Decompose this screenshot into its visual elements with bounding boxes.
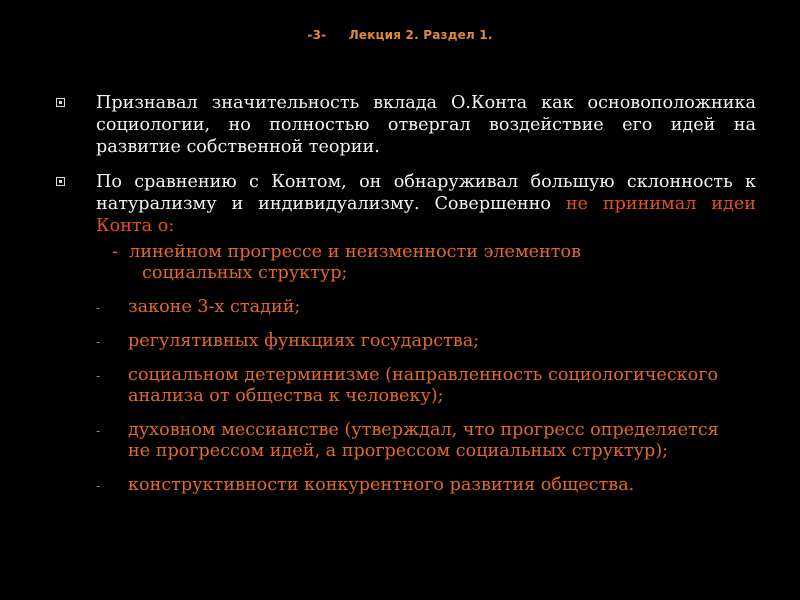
sub-item-text: регулятивных функциях государства;: [128, 331, 480, 351]
dash-marker: -: [96, 301, 101, 315]
dash-marker: -: [96, 369, 101, 383]
sub-list-item: [96, 365, 736, 407]
dash-marker: -: [112, 242, 118, 262]
slide-header: [0, 28, 800, 42]
bullet-item: [56, 92, 756, 158]
dash-marker: -: [96, 424, 101, 438]
page-number: -3-: [307, 28, 327, 42]
sub-item-text: социальном детерминизме (направленность социологического анализа от общества к человеку);: [128, 365, 719, 406]
sub-list: [96, 242, 736, 496]
sub-list-item: [96, 475, 736, 496]
dash-marker: -: [96, 479, 101, 493]
bullet-accent-text: не принимал идеи Конта о:: [96, 194, 756, 236]
sub-item-text: конструктивности конкурентного развития общества.: [128, 475, 635, 495]
slide-content: [56, 92, 756, 509]
sub-item-text: линейном прогрессе и неизменности элементов: [129, 242, 582, 262]
square-bullet-icon: [56, 98, 65, 107]
sub-item-text: социальных структур;: [142, 263, 348, 283]
sub-list-item: [96, 297, 736, 318]
bullet-item: [56, 171, 756, 237]
sub-item-text: законе 3-х стадий;: [128, 297, 301, 317]
bullet-text: По сравнению с Контом, он обнаруживал большую склонность к натурализму и индивидуализму. Совершенно: [96, 172, 756, 214]
square-bullet-icon: [56, 177, 65, 186]
sub-list-item: [96, 331, 736, 352]
slide-title: Лекция 2. Раздел 1.: [348, 28, 493, 42]
sub-list-item: [96, 420, 736, 462]
sub-item-text: духовном мессианстве (утверждал, что прогресс определяется не прогрессом идей, а прогрессом социальных структур);: [128, 420, 719, 461]
dash-marker: -: [96, 335, 101, 349]
bullet-text: Признавал значительность вклада О.Конта как основоположника социологии, но полностью отвергал воздействие его идей на развитие собственной теории.: [96, 93, 756, 157]
sub-list-item: [112, 242, 736, 284]
